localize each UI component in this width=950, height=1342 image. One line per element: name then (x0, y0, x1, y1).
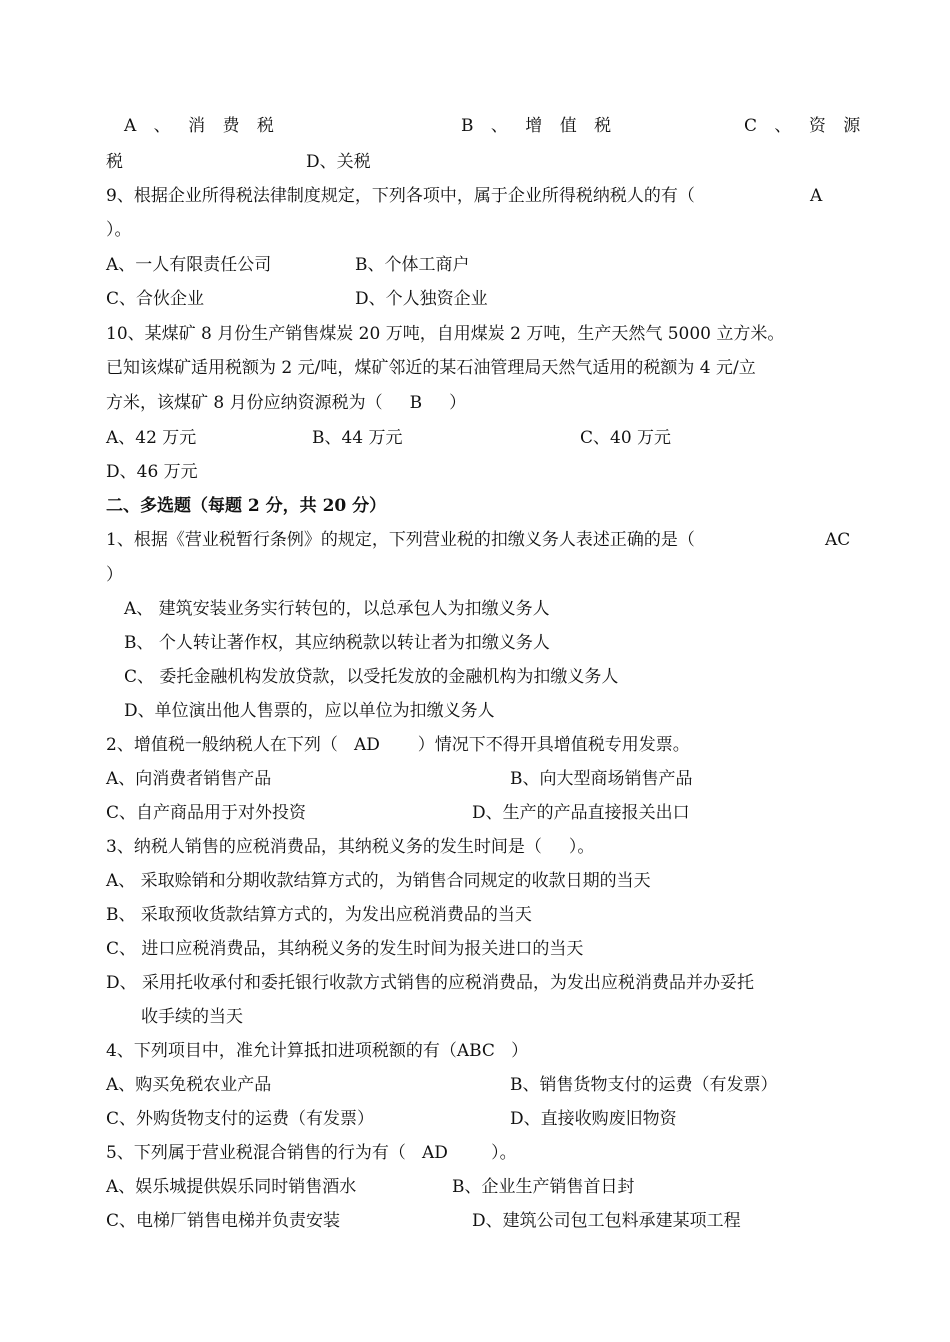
m4-option-b: B、销售货物支付的运费（有发票） (510, 1075, 778, 1095)
q10-line-1: 10、某煤矿 8 月份生产销售煤炭 20 万吨，自用煤炭 2 万吨，生产天然气 5000 立方米。 (106, 324, 785, 344)
q10-option-c: C、40 万元 (580, 428, 672, 448)
m5-option-a: A、娱乐城提供娱乐同时销售酒水 (106, 1177, 357, 1197)
m4-option-c: C、外购货物支付的运费（有发票） (106, 1109, 375, 1129)
q9-option-b: B、个体工商户 (355, 255, 470, 275)
m2-option-c: C、自产商品用于对外投资 (106, 803, 307, 823)
m4-option-d: D、直接收购废旧物资 (510, 1109, 677, 1129)
m3-option-c: C、 进口应税消费品，其纳税义务的发生时间为报关进口的当天 (106, 939, 584, 959)
m3-option-b: B、 采取预收货款结算方式的，为发出应税消费品的当天 (106, 905, 532, 925)
q9-stem-end: ）。 (106, 220, 132, 240)
q8-option-d: D、关税 (306, 152, 371, 172)
m1-stem: 1、根据《营业税暂行条例》的规定，下列营业税的扣缴义务人表述正确的是（ (106, 530, 695, 550)
m1-option-d: D、单位演出他人售票的，应以单位为扣缴义务人 (124, 701, 495, 721)
m3-stem: 3、纳税人销售的应税消费品，其纳税义务的发生时间是（ ）。 (106, 837, 595, 857)
q8-option-b: B 、 增 值 税 (461, 116, 618, 136)
m3-option-d-cont: 收手续的当天 (141, 1007, 243, 1027)
m5-option-b: B、企业生产销售首日封 (452, 1177, 635, 1197)
m2-option-b: B、向大型商场销售产品 (510, 769, 693, 789)
m2-option-d: D、生产的产品直接报关出口 (472, 803, 690, 823)
m1-option-c: C、 委托金融机构发放贷款，以受托发放的金融机构为扣缴义务人 (124, 667, 619, 687)
m4-stem: 4、下列项目中，准允计算抵扣进项税额的有（ABC ） (106, 1041, 529, 1061)
q8-option-c: C 、 资 源 (744, 116, 867, 136)
q9-option-a: A、一人有限责任公司 (106, 255, 272, 275)
section-2-title: 二、多选题（每题 2 分，共 20 分） (106, 496, 387, 516)
m1-stem-end: ） (106, 565, 123, 585)
q8-option-c-cont: 税 (106, 152, 123, 172)
m5-option-c: C、电梯厂销售电梯并负责安装 (106, 1211, 341, 1231)
q10-line-3: 方米，该煤矿 8 月份应纳资源税为（ B ） (106, 393, 467, 413)
m3-option-a: A、 采取赊销和分期收款结算方式的，为销售合同规定的收款日期的当天 (106, 871, 651, 891)
m4-option-a: A、购买免税农业产品 (106, 1075, 272, 1095)
q10-option-a: A、42 万元 (106, 428, 197, 448)
q9-stem: 9、根据企业所得税法律制度规定，下列各项中，属于企业所得税纳税人的有（ (106, 186, 695, 206)
q9-answer: A (810, 186, 823, 206)
m2-stem: 2、增值税一般纳税人在下列（ AD ）情况下不得开具增值税专用发票。 (106, 735, 690, 755)
m5-option-d: D、建筑公司包工包料承建某项工程 (472, 1211, 741, 1231)
q10-line-2: 已知该煤矿适用税额为 2 元/吨，煤矿邻近的某石油管理局天然气适用的税额为 4 元/立 (106, 358, 756, 378)
q8-option-a: A 、 消 费 税 (124, 116, 280, 136)
m2-option-a: A、向消费者销售产品 (106, 769, 272, 789)
q10-option-b: B、44 万元 (312, 428, 403, 448)
m3-option-d: D、 采用托收承付和委托银行收款方式销售的应税消费品，为发出应税消费品并办妥托 (106, 973, 755, 993)
m5-stem: 5、下列属于营业税混合销售的行为有（ AD ）。 (106, 1143, 517, 1163)
q10-option-d: D、46 万元 (106, 462, 198, 482)
q9-option-c: C、合伙企业 (106, 289, 205, 309)
m1-option-b: B、 个人转让著作权，其应纳税款以转让者为扣缴义务人 (124, 633, 550, 653)
q9-option-d: D、个人独资企业 (355, 289, 488, 309)
m1-option-a: A、 建筑安装业务实行转包的，以总承包人为扣缴义务人 (124, 599, 550, 619)
m1-answer: AC (825, 530, 851, 550)
